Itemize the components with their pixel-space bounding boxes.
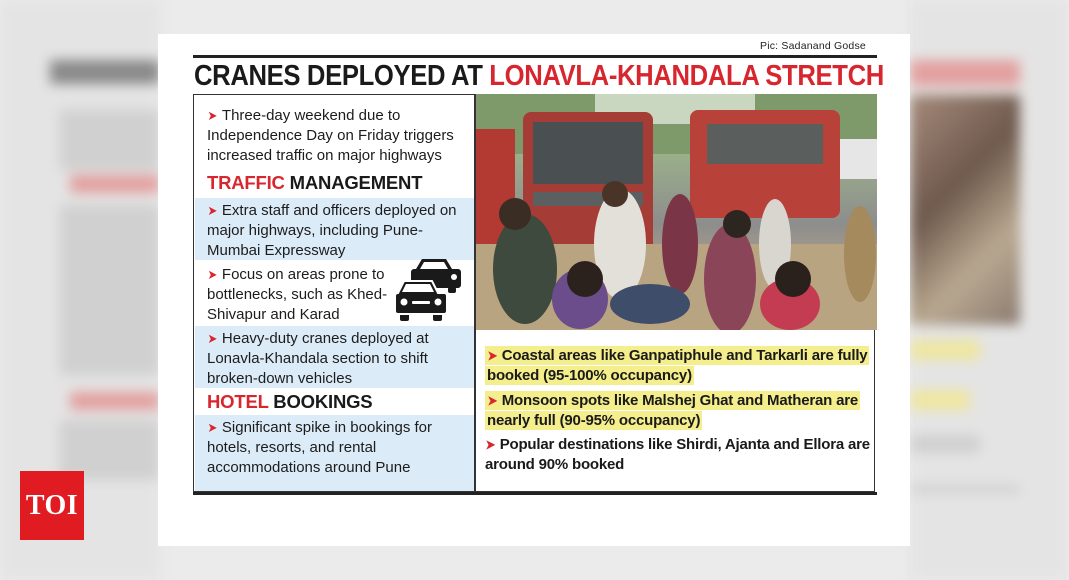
intro-item xyxy=(195,103,474,169)
hotel-heading-red: HOTEL xyxy=(207,391,269,412)
arrow-bullet-icon: ➤ xyxy=(207,331,218,346)
arrow-bullet-icon: ➤ xyxy=(487,348,498,363)
bottom-rule xyxy=(193,492,877,495)
arrow-bullet-icon: ➤ xyxy=(207,420,218,435)
cars-icon xyxy=(394,255,464,323)
photo-credit: Pic: Sadanand Godse xyxy=(760,40,866,52)
destination-text: Popular destinations like Shirdi, Ajanta and Ellora are around 90% booked xyxy=(485,436,870,473)
traffic-item-text: Extra staff and officers deployed on major highways, including Pune-Mumbai Expressway xyxy=(207,202,457,259)
hotel-item xyxy=(195,415,474,491)
arrow-bullet-icon: ➤ xyxy=(485,437,496,452)
arrow-bullet-icon: ➤ xyxy=(207,203,218,218)
headline-part-1: CRANES DEPLOYED AT xyxy=(194,60,490,92)
arrow-bullet-icon: ➤ xyxy=(207,267,218,282)
destination-text: Coastal areas like Ganpatiphule and Tarkarli are fully booked (95-100% occupancy) xyxy=(487,347,868,384)
top-rule xyxy=(193,55,877,58)
traffic-item xyxy=(195,198,474,260)
destination-item xyxy=(485,435,870,475)
hotel-item-text: Significant spike in bookings for hotels, resorts, and rental accommodations around Pune xyxy=(207,419,433,476)
traffic-heading-red: TRAFFIC xyxy=(207,172,285,193)
traffic-item-text: Heavy-duty cranes deployed at Lonavla-Khandala section to shift broken-down vehicles xyxy=(207,330,429,387)
arrow-bullet-icon: ➤ xyxy=(487,393,498,408)
headline-part-2: LONAVLA-KHANDALA STRETCH xyxy=(489,60,884,92)
traffic-item xyxy=(195,326,474,388)
bus-depot-photo xyxy=(475,94,877,330)
destination-item xyxy=(485,391,870,431)
destination-item xyxy=(485,346,870,386)
destination-text: Monsoon spots like Malshej Ghat and Matheran are nearly full (90-95% occupancy) xyxy=(487,392,859,429)
column-divider xyxy=(474,94,476,492)
intro-text: Three-day weekend due to Independence Day on Friday triggers increased traffic on major highways xyxy=(207,107,454,164)
toi-logo-text: TOI xyxy=(25,489,79,521)
traffic-management-heading xyxy=(207,172,422,194)
headline xyxy=(194,59,884,93)
arrow-bullet-icon: ➤ xyxy=(207,108,218,123)
background-right-blur xyxy=(910,0,1069,580)
traffic-heading-dark: MANAGEMENT xyxy=(284,172,423,193)
hotel-bookings-heading xyxy=(207,391,372,413)
toi-logo[interactable] xyxy=(20,471,84,540)
hotel-heading-dark: BOOKINGS xyxy=(268,391,373,412)
traffic-item-text: Focus on areas prone to bottlenecks, such as Khed-Shivapur and Karad xyxy=(207,266,388,323)
